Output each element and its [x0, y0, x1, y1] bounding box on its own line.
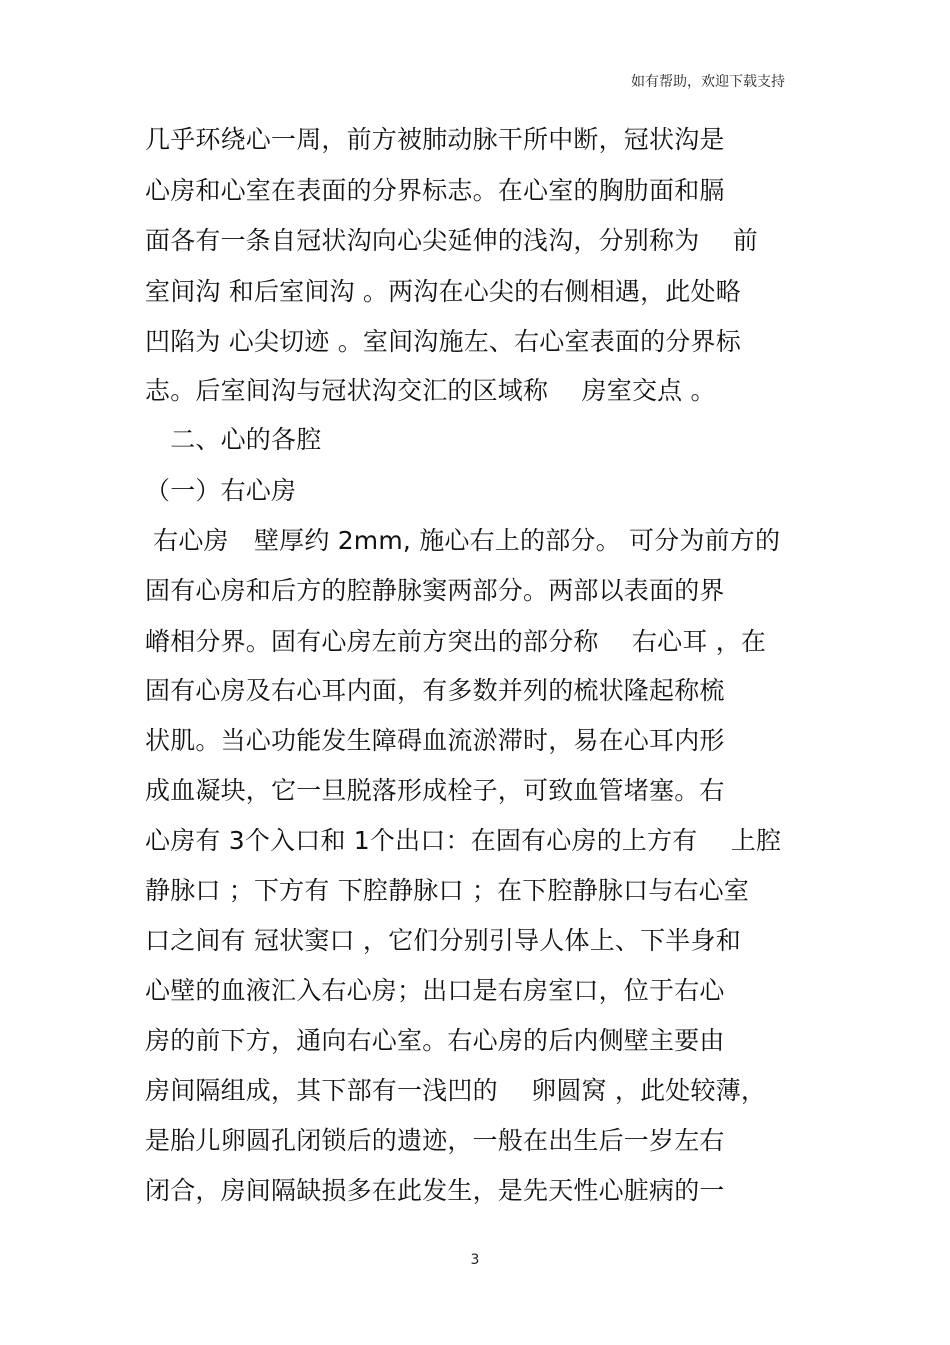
text-line: 状肌。当心功能发生障碍血流淤滞时，易在心耳内形 — [145, 726, 725, 755]
text-line: 右心房 壁厚约 2mm, 施心右上的部分。 可分为前方的 — [145, 526, 781, 555]
text-line: 成血凝块，它一旦脱落形成栓子，可致血管堵塞。右 — [145, 776, 725, 805]
text-line: 是胎儿卵圆孔闭锁后的遗迹，一般在出生后一岁左右 — [145, 1126, 725, 1155]
subsection-heading: （一）右心房 — [145, 476, 297, 505]
text-line: 口之间有 冠状窦口 ，它们分别引导人体上、下半身和 — [145, 926, 741, 955]
text-line: 心房有 3个入口和 1个出口：在固有心房的上方有 上腔 — [145, 826, 782, 855]
header-note: 如有帮助，欢迎下载支持 — [631, 74, 785, 90]
text-line: 静脉口 ；下方有 下腔静脉口 ；在下腔静脉口与右心室 — [145, 876, 750, 905]
text-line: 闭合，房间隔缺损多在此发生，是先天性心脏病的一 — [145, 1176, 725, 1205]
text-line: 固有心房和后方的腔静脉窦两部分。两部以表面的界 — [145, 576, 725, 605]
text-line: 房间隔组成，其下部有一浅凹的 卵圆窝 ，此处较薄， — [145, 1076, 767, 1105]
text-line: 固有心房及右心耳内面，有多数并列的梳状隆起称梳 — [145, 676, 725, 705]
text-line: 凹陷为 心尖切迹 。室间沟施左、右心室表面的分界标 — [145, 327, 741, 356]
text-line: 心壁的血液汇入右心房；出口是右房室口，位于右心 — [145, 976, 725, 1005]
text-line: 室间沟 和后室间沟 。两沟在心尖的右侧相遇，此处略 — [145, 277, 741, 306]
text-line: 志。后室间沟与冠状沟交汇的区域称 房室交点 。 — [145, 376, 716, 405]
page-number: 3 — [470, 1252, 480, 1268]
text-line: 几乎环绕心一周，前方被肺动脉干所中断，冠状沟是 — [145, 125, 725, 154]
text-line: 心房和心室在表面的分界标志。在心室的胸肋面和膈 — [145, 176, 725, 205]
section-heading: 二、心的各腔 — [145, 425, 322, 454]
text-line: 嵴相分界。固有心房左前方突出的部分称 右心耳 ，在 — [145, 627, 767, 656]
text-line: 房的前下方，通向右心室。右心房的后内侧壁主要由 — [145, 1026, 725, 1055]
text-line: 面各有一条自冠状沟向心尖延伸的浅沟，分别称为 前 — [145, 226, 758, 255]
